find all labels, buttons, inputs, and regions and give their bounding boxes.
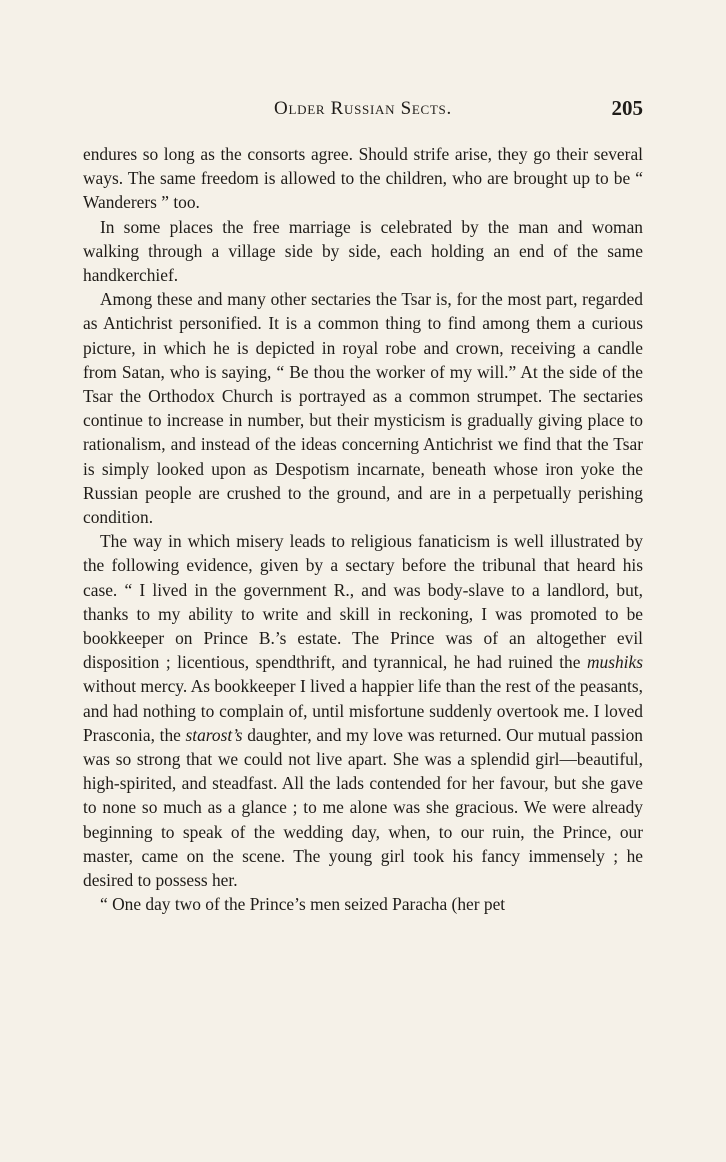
body-text bbox=[83, 142, 643, 917]
italic-mushiks: mushiks bbox=[586, 652, 643, 673]
book-page bbox=[83, 96, 643, 917]
paragraph-4-part-3: daughter, and my love was returned. Our mutual passion was so strong that we could not live apart. She was a splendid girl—beautiful, high-spirited, and steadfast. All the lads contended for her favour, but she gave to none so much as a glance ; to me alone was she gracious. We were already beginning to speak of the wedding day, when, to our ruin, the Prince, our master, came on the scene. The young girl took his fancy immensely ; he desired to possess her. bbox=[83, 724, 643, 891]
paragraph-1: endures so long as the consorts agree. Should strife arise, they go their several ways. The same freedom is allowed to the children, who are brought up to be “ Wanderers ” too. bbox=[83, 144, 643, 213]
paragraph-4 bbox=[83, 529, 643, 892]
paragraph-3: Among these and many other sectaries the Tsar is, for the most part, regarded as Antichrist personified. It is a common thing to find among them a curious picture, in which he is depicted in royal robe and crown, receiving a candle from Satan, who is saying, “ Be thou the worker of my will.” At the side of the Tsar the Orthodox Church is portrayed as a common strumpet. The sectaries continue to increase in number, but their mysticism is gradually giving place to rationalism, and instead of the ideas concerning Antichrist we find that the Tsar is simply looked upon as Despotism incarnate, beneath whose iron yoke the Russian people are crushed to the ground, and are in a perpetually perishing condition. bbox=[83, 289, 643, 528]
paragraph-4-part-1: The way in which misery leads to religious fanaticism is well illustrated by the following evidence, given by a sectary before the tribunal that heard his case. “ I lived in the government R., and was body-slave to a landlord, but, thanks to my ability to write and skill in reckoning, I was promoted to be bookkeeper on Prince B.’s estate. The Prince was of an altogether evil disposition ; licentious, spendthrift, and tyrannical, he had ruined the bbox=[83, 531, 643, 673]
paragraph-5: “ One day two of the Prince’s men seized Paracha (her pet bbox=[100, 894, 506, 915]
running-title: Older Russian Sects. bbox=[274, 98, 452, 119]
paragraph-4-part-2: without mercy. As bookkeeper I lived a happier life than the rest of the peasants, and had nothing to complain of, until misfortune suddenly overtook me. I loved Prasconia, the bbox=[83, 676, 643, 745]
running-header bbox=[83, 96, 643, 122]
paragraph-2: In some places the free marriage is celebrated by the man and woman walking through a village side by side, each holding an end of the same handkerchief. bbox=[83, 216, 643, 286]
italic-starosts: starost’s bbox=[185, 724, 243, 745]
page-number: 205 bbox=[611, 96, 643, 120]
